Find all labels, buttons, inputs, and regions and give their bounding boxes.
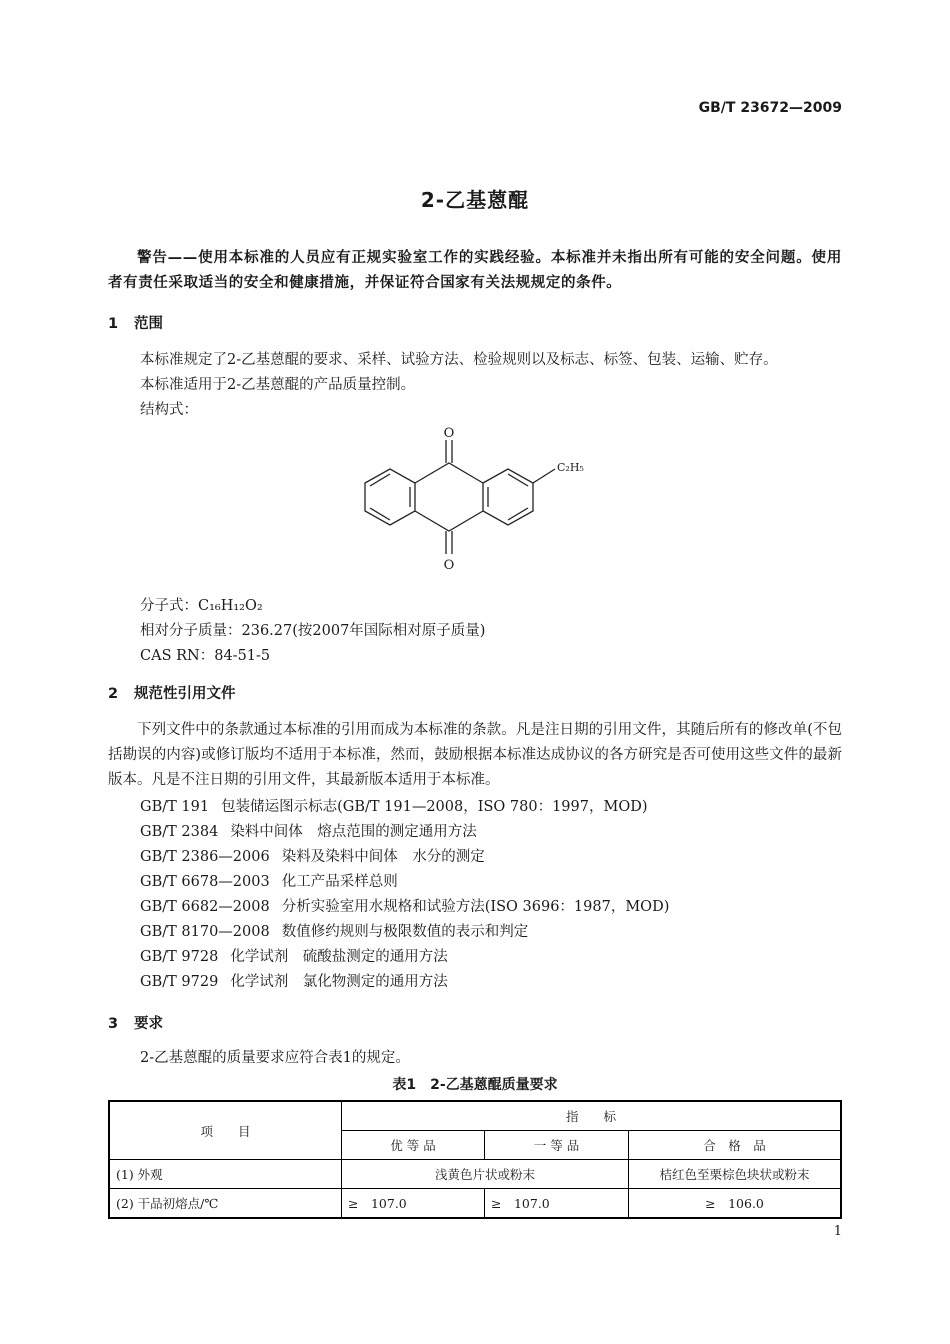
quality-requirements-table bbox=[108, 1100, 842, 1219]
section-title: 规范性引用文件 bbox=[134, 686, 236, 702]
table-cell: 浅黄色片状或粉末 bbox=[342, 1160, 629, 1189]
requirements-line: 2-乙基蒽醌的质量要求应符合表1的规定。 bbox=[140, 1050, 410, 1066]
table-cell: ≥ 106.0 bbox=[629, 1189, 842, 1219]
table-cell: (1) 外观 bbox=[109, 1160, 342, 1189]
structural-formula-diagram bbox=[350, 418, 610, 578]
formula-value: C₁₆H₁₂O₂ bbox=[198, 598, 263, 614]
section-3-heading bbox=[108, 1012, 163, 1033]
page-number: 1 bbox=[833, 1224, 842, 1239]
section-number: 1 bbox=[108, 316, 119, 332]
reference-item bbox=[140, 820, 477, 841]
reference-item bbox=[140, 895, 669, 916]
reference-item bbox=[140, 870, 398, 891]
reference-code: GB/T 191 bbox=[140, 799, 210, 815]
item-header-cell: 项 目 bbox=[109, 1101, 342, 1160]
reference-title: 化工产品采样总则 bbox=[281, 874, 398, 890]
reference-item bbox=[140, 920, 528, 941]
reference-item bbox=[140, 845, 485, 866]
reference-code: GB/T 6682—2008 bbox=[140, 899, 270, 915]
page-title: 2-乙基蒽醌 bbox=[420, 188, 530, 212]
table-caption: 表1 2-乙基蒽醌质量要求 bbox=[392, 1077, 558, 1093]
structure-label: 结构式： bbox=[140, 402, 198, 418]
reference-item bbox=[140, 795, 647, 816]
section-title: 要求 bbox=[134, 1016, 163, 1032]
section-number: 3 bbox=[108, 1016, 119, 1032]
table-cell: ≥ 107.0 bbox=[342, 1189, 485, 1219]
standard-code: GB/T 23672—2009 bbox=[698, 100, 842, 116]
reference-title: 化学试剂 氯化物测定的通用方法 bbox=[230, 974, 448, 990]
formula-label: 分子式： bbox=[140, 598, 198, 614]
reference-title: 分析实验室用水规格和试验方法(ISO 3696：1987，MOD) bbox=[281, 899, 670, 915]
scope-line-1: 本标准规定了2-乙基蒽醌的要求、采样、试验方法、检验规则以及标志、标签、包装、运输、贮存。 bbox=[140, 352, 778, 368]
table-header-row bbox=[109, 1101, 841, 1131]
section-2-heading bbox=[108, 682, 236, 703]
reference-item bbox=[140, 970, 448, 991]
section-title: 范围 bbox=[134, 316, 163, 332]
reference-code: GB/T 8170—2008 bbox=[140, 924, 270, 940]
ethyl-substituent-label: C₂H₅ bbox=[557, 461, 584, 474]
reference-item bbox=[140, 945, 448, 966]
carbonyl-oxygen-top: O bbox=[443, 426, 455, 441]
reference-title: 包装储运图示标志(GB/T 191—2008，ISO 780：1997，MOD) bbox=[221, 799, 648, 815]
reference-title: 化学试剂 硫酸盐测定的通用方法 bbox=[230, 949, 448, 965]
reference-title: 染料及染料中间体 水分的测定 bbox=[281, 849, 485, 865]
carbonyl-oxygen-bottom: O bbox=[443, 558, 455, 573]
grade-header-cell: 一 等 品 bbox=[485, 1131, 629, 1160]
reference-code: GB/T 2386—2006 bbox=[140, 849, 270, 865]
section-number: 2 bbox=[108, 686, 119, 702]
normative-references-intro: 下列文件中的条款通过本标准的引用而成为本标准的条款。凡是注日期的引用文件，其随后所有的修改单(不包括勘误的内容)或修订版均不适用于本标准，然而，鼓励根据本标准达成协议的各方研究是否可使用这些文件的最新版本。凡是不注日期的引用文件，其最新版本适用于本标准。 bbox=[108, 722, 842, 788]
reference-code: GB/T 9729 bbox=[140, 974, 219, 990]
warning-paragraph: 警告——使用本标准的人员应有正规实验室工作的实践经验。本标准并未指出所有可能的安全问题。使用者有责任采取适当的安全和健康措施，并保证符合国家有关法规规定的条件。 bbox=[108, 250, 842, 291]
reference-code: GB/T 6678—2003 bbox=[140, 874, 270, 890]
reference-title: 染料中间体 熔点范围的测定通用方法 bbox=[230, 824, 477, 840]
cas-number-line: CAS RN：84-51-5 bbox=[140, 648, 271, 664]
index-header-cell: 指 标 bbox=[342, 1101, 842, 1131]
grade-header-cell: 优 等 品 bbox=[342, 1131, 485, 1160]
table-row bbox=[109, 1160, 841, 1189]
reference-code: GB/T 9728 bbox=[140, 949, 219, 965]
reference-code: GB/T 2384 bbox=[140, 824, 219, 840]
grade-header-cell: 合 格 品 bbox=[629, 1131, 842, 1160]
scope-line-2: 本标准适用于2-乙基蒽醌的产品质量控制。 bbox=[140, 377, 416, 393]
table-row bbox=[109, 1189, 841, 1219]
table-cell: ≥ 107.0 bbox=[485, 1189, 629, 1219]
table-cell: (2) 干品初熔点/℃ bbox=[109, 1189, 342, 1219]
molecular-mass-line: 相对分子质量：236.27(按2007年国际相对原子质量) bbox=[140, 623, 486, 639]
table-cell: 桔红色至栗棕色块状或粉末 bbox=[629, 1160, 842, 1189]
reference-title: 数值修约规则与极限数值的表示和判定 bbox=[281, 924, 529, 940]
molecular-formula-line bbox=[140, 594, 263, 615]
section-1-heading bbox=[108, 312, 163, 333]
